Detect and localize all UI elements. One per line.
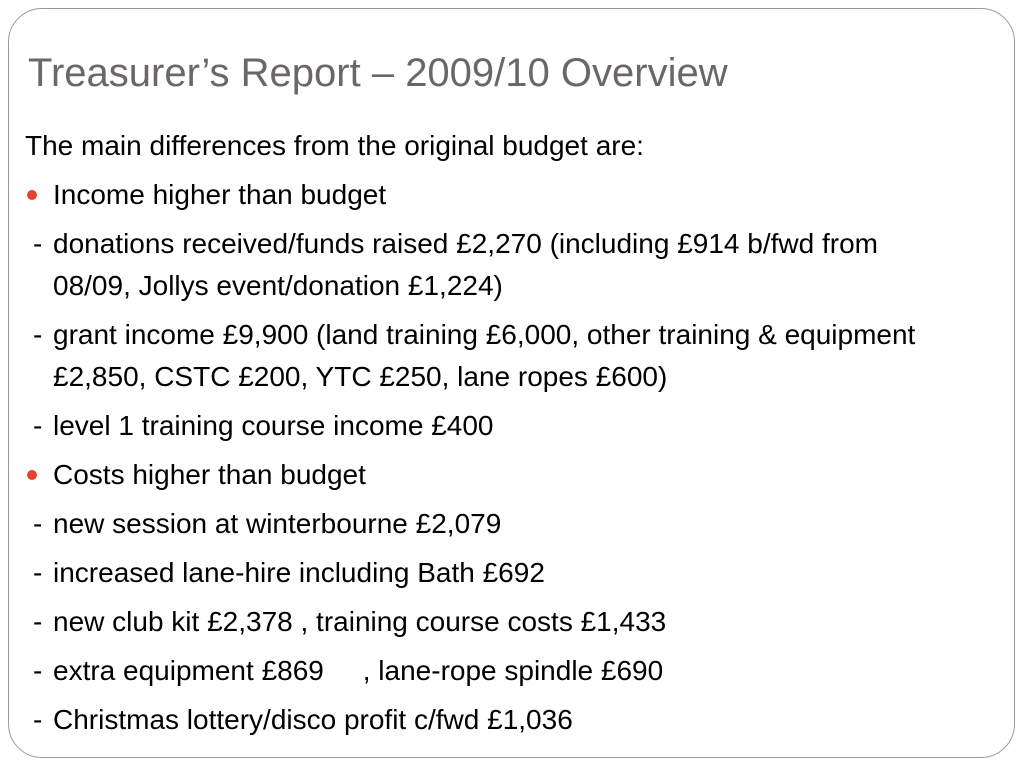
- sub-item-text: donations received/funds raised £2,270 (including £914 b/fwd from 08/09, Jollys event/donation £1,224): [53, 228, 878, 301]
- sub-item-text: Christmas lottery/disco profit c/fwd £1,036: [53, 704, 573, 735]
- bullet-dot-icon: [27, 470, 37, 480]
- bullet-dot-icon: [27, 190, 37, 200]
- bullet-income: [25, 174, 985, 223]
- sub-item-donations: [25, 223, 985, 307]
- sub-item-text: new club kit £2,378 , training course costs £1,433: [53, 606, 667, 637]
- bullet-costs: [25, 454, 985, 503]
- dash-marker: -: [33, 508, 43, 539]
- slide-content: [25, 125, 985, 748]
- bullet-label: Costs higher than budget: [53, 459, 366, 490]
- dash-marker: -: [33, 557, 43, 588]
- sub-item-text: grant income £9,900 (land training £6,000, other training & equipment £2,850, CSTC £200, YTC £250, lane ropes £600): [53, 319, 916, 392]
- sub-item-lane-hire: [25, 552, 985, 594]
- dash-marker: -: [33, 319, 43, 350]
- dash-marker: -: [33, 704, 43, 735]
- bullet-label: Income higher than budget: [53, 179, 387, 210]
- sub-item-text: level 1 training course income £400: [53, 410, 494, 441]
- dash-marker: -: [33, 655, 43, 686]
- dash-marker: -: [33, 410, 43, 441]
- slide-title: Treasurer’s Report – 2009/10 Overview: [28, 51, 728, 95]
- sub-item-grant-income: [25, 314, 985, 398]
- dash-marker: -: [33, 606, 43, 637]
- intro-text: The main differences from the original budget are:: [25, 130, 644, 161]
- sub-item-extra-equipment: [25, 650, 985, 692]
- sub-item-text: new session at winterbourne £2,079: [53, 508, 502, 539]
- sub-item-new-session: [25, 503, 985, 545]
- dash-marker: -: [33, 228, 43, 259]
- sub-item-club-kit: [25, 601, 985, 643]
- sub-item-christmas-profit: [25, 699, 985, 741]
- sub-item-text: increased lane-hire including Bath £692: [53, 557, 545, 588]
- sub-item-training-course-income: [25, 405, 985, 447]
- sub-item-text: extra equipment £869 , lane-rope spindle £690: [53, 655, 664, 686]
